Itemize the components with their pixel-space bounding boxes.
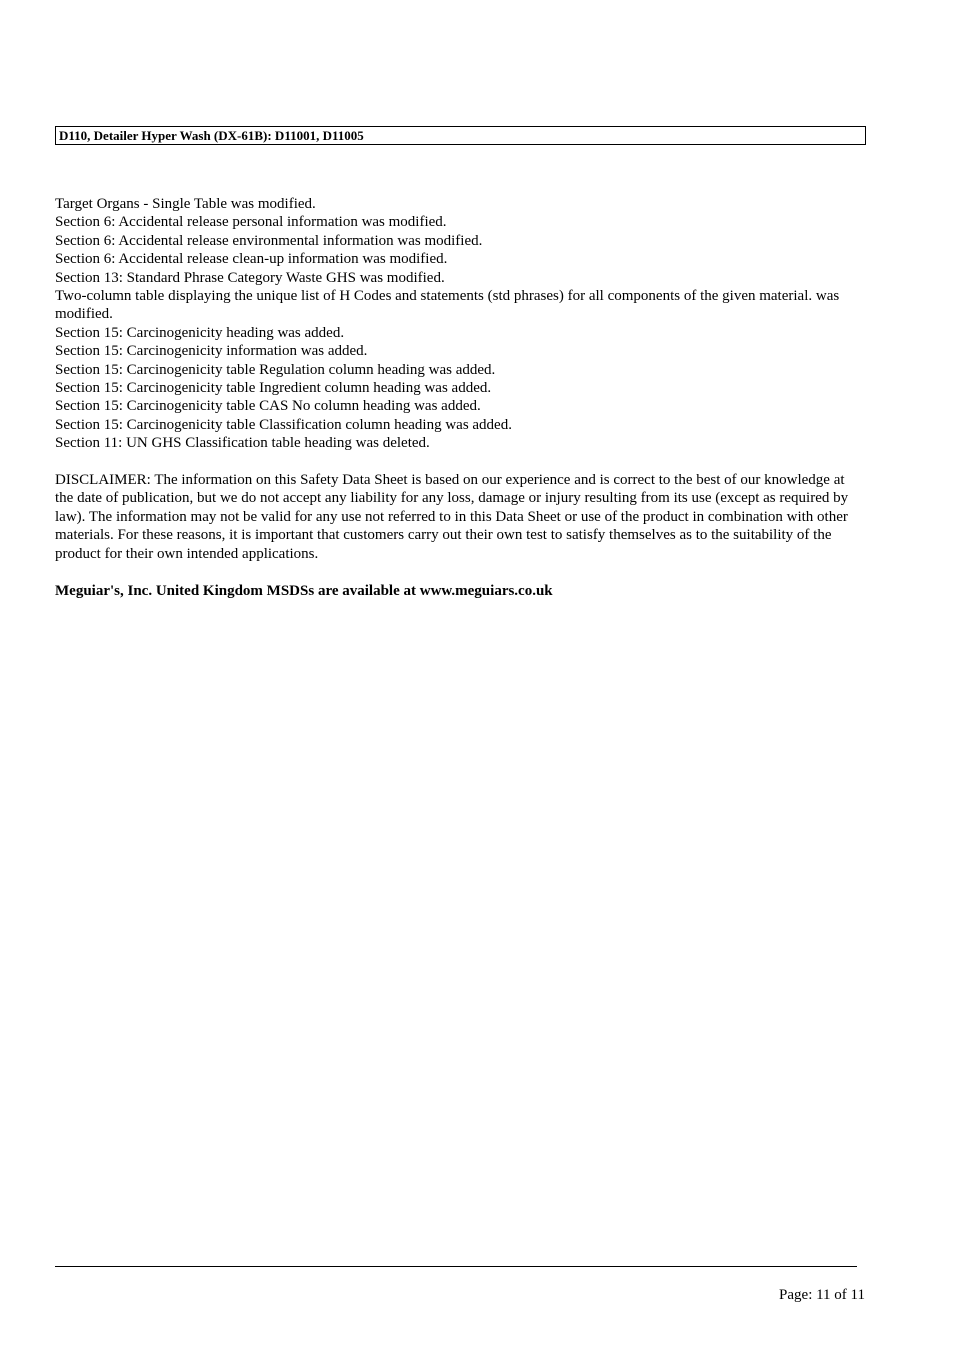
revision-item: Two-column table displaying the unique list of H Codes and statements (std phrases) for all components of the given material. was modified. (55, 288, 840, 323)
revision-item: Section 6: Accidental release clean-up information was modified. (55, 251, 448, 268)
revision-item: Section 15: Carcinogenicity table Classification column heading was added. (55, 416, 512, 433)
revision-item: Section 15: Carcinogenicity table CAS No column heading was added. (55, 398, 481, 415)
revision-item: Section 15: Carcinogenicity heading was added. (55, 324, 345, 341)
revision-item: Section 15: Carcinogenicity information was added. (55, 343, 368, 360)
revision-item: Target Organs - Single Table was modified. (55, 196, 316, 212)
revision-item: Section 15: Carcinogenicity table Ingredient column heading was added. (55, 380, 492, 397)
document-header-box (55, 126, 866, 145)
revision-item: Section 6: Accidental release environmental information was modified. (55, 232, 483, 249)
product-line-title: D110, Detailer Hyper Wash (DX-61B): D11001, D11005 (59, 128, 364, 143)
page-number: Page: 11 of 11 (779, 1287, 865, 1303)
revision-item: Section 6: Accidental release personal information was modified. (55, 214, 447, 231)
disclaimer-paragraph: DISCLAIMER: The information on this Safety Data Sheet is based on our experience and is correct to the best of our knowledge at the date of publication, but we do not accept any liability for any loss, damage or injury resulting from its use (except as required by law). The information may not be valid for any use not referred to in this Data Sheet or use of the product in combination with other materials. For these reasons, it is important that customers carry out their own test to satisfy themselves as to the suitability of the product for their own intended applications. (55, 472, 849, 562)
revision-item: Section 15: Carcinogenicity table Regulation column heading was added. (55, 361, 496, 378)
revision-item: Section 11: UN GHS Classification table heading was deleted. (55, 435, 430, 452)
availability-note: Meguiar's, Inc. United Kingdom MSDSs are available at www.meguiars.co.uk (55, 583, 553, 599)
footer-divider (55, 1266, 857, 1267)
revision-item: Section 13: Standard Phrase Category Waste GHS was modified. (55, 269, 445, 286)
revision-list (55, 195, 855, 453)
